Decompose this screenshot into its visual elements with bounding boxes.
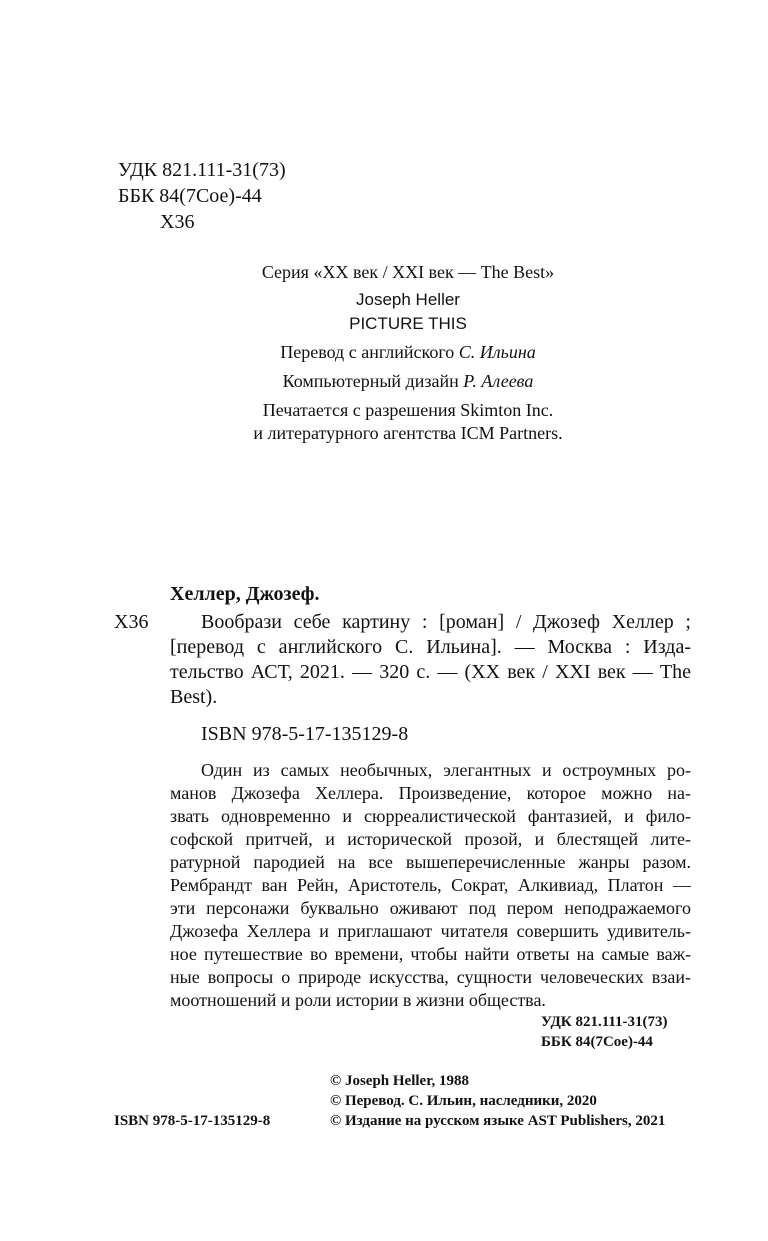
permission-line-2: и литературного агентства ICM Partners. (253, 423, 563, 443)
annotation-line: Рембрандт ван Рейн, Аристотель, Сократ, Алкивиад, Платон — (170, 875, 691, 895)
annotation-udk: УДК 821.111-31(73) (541, 1014, 668, 1030)
design-label: Компьютерный дизайн (282, 371, 459, 391)
annotation-bbk: ББК 84(7Сое)-44 (541, 1034, 653, 1050)
original-title: PICTURE THIS (349, 314, 467, 333)
copyright-line: © Издание на русском языке AST Publishers, 2021 (330, 1113, 666, 1129)
catalog-heading: Хеллер, Джозеф. (170, 583, 320, 605)
permission-line-1: Печатается с разрешения Skimton Inc. (262, 400, 554, 420)
copyright-line: © Перевод. С. Ильин, наследники, 2020 (330, 1093, 597, 1109)
catalog-entry-line: [перевод с английского С. Ильина]. — Москва : Изда- (170, 636, 691, 658)
translation-label: Перевод с английского (280, 342, 455, 362)
annotation-line: манов Джозефа Хеллера. Произведение, которое можно на- (170, 783, 691, 803)
annotation-line: ратурной пародией на все вышеперечисленные жанры разом. (170, 852, 691, 872)
catalog-entry-line: Вообрази себе картину : [роман] / Джозеф Хеллер ; (201, 611, 691, 633)
annotation-line: моотношений и роли истории в жизни общества. (170, 990, 546, 1010)
designer-name: Р. Алеева (463, 371, 534, 391)
copyright-isbn: ISBN 978-5-17-135129-8 (114, 1113, 271, 1129)
catalog-mark: Х36 (114, 611, 149, 633)
series-line: Серия «XX век / XXI век — The Best» (261, 262, 555, 282)
copyright-line: © Joseph Heller, 1988 (330, 1073, 469, 1089)
annotation-line: ные вопросы о природе искусства, сущности человеческих взаи- (170, 967, 691, 987)
annotation-line: Джозефа Хеллера и приглашают читателя совершить удивитель- (170, 921, 691, 941)
design-credit (208, 370, 608, 393)
translator-name: С. Ильина (458, 342, 536, 362)
udk-code: УДК 821.111-31(73) (118, 159, 286, 181)
annotation-line: ное путешествие во времени, чтобы найти ответы на самые важ- (170, 944, 691, 964)
annotation-line: эти персонажи буквально оживают под пером неподражаемого (170, 898, 691, 918)
catalog-entry-line: Best). (170, 686, 218, 708)
author-mark: Х36 (160, 211, 195, 233)
catalog-isbn: ISBN 978-5-17-135129-8 (201, 723, 409, 745)
translation-credit (208, 341, 608, 364)
annotation-line: софской притчей, и исторической прозой, и блестящей лите- (170, 829, 691, 849)
bbk-code: ББК 84(7Сое)-44 (118, 185, 262, 207)
original-author: Joseph Heller (356, 290, 460, 309)
annotation-line: звать одновременно и сюрреалистической фантазией, и фило- (170, 806, 691, 826)
catalog-entry-line: тельство АСТ, 2021. — 320 с. — (XX век / XXI век — The (170, 661, 691, 683)
annotation-line: Один из самых необычных, элегантных и остроумных ро- (201, 760, 691, 780)
